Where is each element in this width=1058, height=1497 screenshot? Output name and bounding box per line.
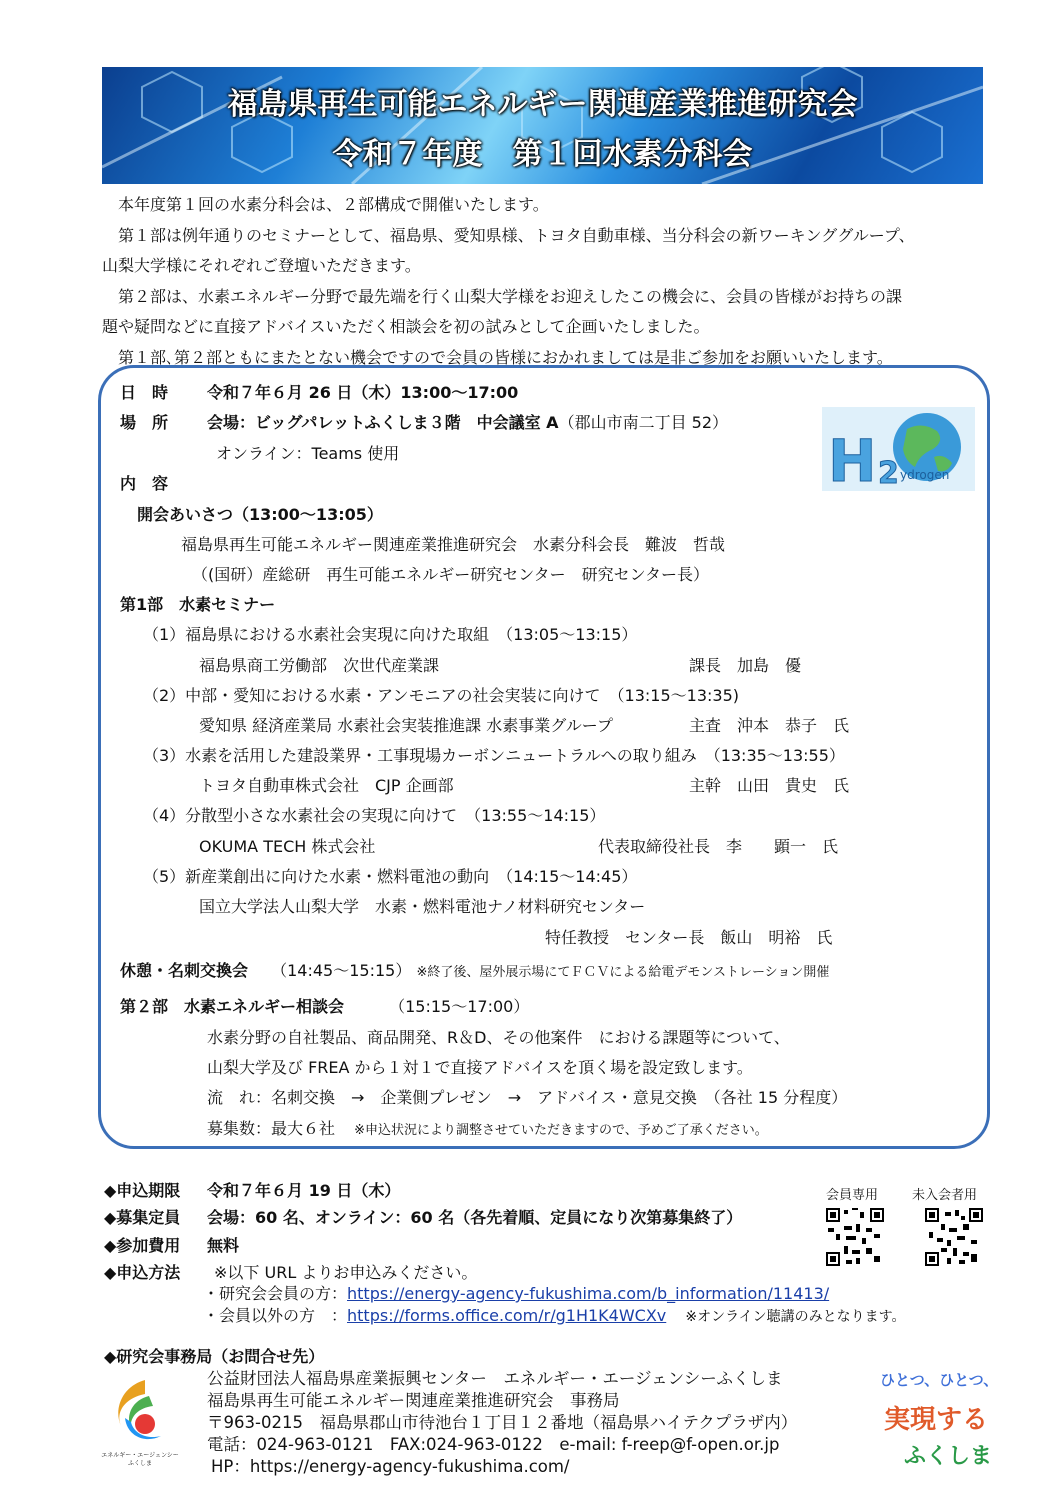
method-label: ◆申込方法 (104, 1263, 181, 1282)
part2-time: （15:15～17:00） (389, 997, 530, 1016)
part2-recruit-line (207, 1119, 768, 1141)
contact-line-3: 〒963-0215 福島県郡山市待池台１丁目１２番地（福島県ハイテクプラザ内） (207, 1413, 798, 1432)
part2-recruit-note: ※申込状況により調整させていただきますので、予めご了承ください。 (354, 1123, 768, 1138)
part1-item-title: （5）新産業創出に向けた水素・燃料電池の動向 （14:15～14:45） (143, 867, 638, 886)
capacity-label: ◆募集定員 (104, 1208, 181, 1227)
place-value: 会場：ビッグパレットふくしま３階 中会議室 A (207, 413, 559, 432)
part1-item-speaker: 特任教授 センター長 飯山 明裕 氏 (545, 928, 833, 947)
nonmember-url-link[interactable]: https://forms.office.com/r/g1H1K4WCXv (347, 1306, 667, 1325)
part1-title: 第1部 水素セミナー (120, 595, 276, 614)
part2-line (120, 997, 529, 1017)
part2-recruit: 募集数：最大６社 (207, 1119, 336, 1138)
slogan-line-3: ふくしま (904, 1444, 993, 1469)
part1-item-title: （4）分散型小さな水素社会の実現に向けて （13:55～14:15） (143, 806, 606, 825)
part1-item-org: トヨタ自動車株式会社 CJP 企画部 (199, 776, 454, 795)
part1-item-org: 福島県商工労働部 次世代産業課 (199, 656, 440, 675)
member-url-link[interactable]: https://energy-agency-fukushima.com/b_information/11413/ (347, 1284, 830, 1303)
content-label: 内 容 (120, 474, 169, 493)
hydrogen-logo-image (822, 407, 975, 491)
online-info: オンライン：Teams 使用 (216, 444, 400, 463)
opening-title: 開会あいさつ（13:00～13:05） (137, 505, 383, 524)
intro-line: 第２部は、水素エネルギー分野で最先端を行く山梨大学様をお迎えしたこの機会に、会員の皆様がお持ちの課 (118, 286, 903, 306)
opening-affiliation: （(国研）産総研 再生可能エネルギー研究センター 研究センター長） (192, 565, 709, 584)
member-url-line (203, 1284, 829, 1304)
place-line (207, 413, 728, 433)
nonmember-url-line (203, 1306, 906, 1327)
banner-title-2: 令和７年度 第１回水素分科会 (332, 137, 753, 172)
header-banner (102, 67, 983, 184)
contact-line-1: 公益財団法人福島県産業振興センター エネルギー・エージェンシーふくしま (207, 1369, 783, 1388)
svg-text:2: 2 (878, 456, 899, 491)
place-label: 場 所 (120, 413, 169, 432)
svg-text:H: H (828, 427, 877, 491)
intro-line: 題や疑問などに直接アドバイスいただく相談会を初の試みとして企画いたしました。 (102, 317, 710, 336)
slogan-line-2: 実現する (884, 1405, 989, 1435)
nonmember-label: ・会員以外の方 ： (203, 1306, 348, 1325)
break-title: 休憩・名刺交換会 (120, 961, 249, 980)
intro-line: 山梨大学様にそれぞれご登壇いただきます。 (102, 256, 421, 275)
opening-speaker: 福島県再生可能エネルギー関連産業推進研究会 水素分科会長 難波 哲哉 (181, 535, 726, 554)
part1-item-title: （2）中部・愛知における水素・アンモニアの社会実装に向けて （13:15～13:35) (143, 686, 740, 705)
hydrogen-globe-icon (822, 407, 975, 491)
part2-flow: 流 れ：名刺交換 → 企業側プレゼン → アドバイス・意見交換 （各社 15 分程度） (207, 1088, 848, 1107)
intro-line: 本年度第１回の水素分科会は、２部構成で開催いたします。 (118, 195, 549, 214)
part1-item-speaker: 主査 沖本 恭子 氏 (689, 716, 850, 735)
qr-code-member-icon[interactable] (826, 1208, 884, 1266)
deadline-label: ◆申込期限 (104, 1181, 181, 1200)
deadline-value: 令和７年６月 19 日（木） (207, 1181, 401, 1200)
break-line (120, 961, 829, 983)
part1-item-org: OKUMA TECH 株式会社 (199, 837, 376, 856)
intro-line: 第１部､第２部ともにまたとない機会ですので会員の皆様におかれましては是非ご参加をお願いいたします。 (118, 347, 893, 367)
intro-line: 第１部は例年通りのセミナーとして、福島県、愛知県様、トヨタ自動車様、当分科会の新ワーキンググループ、 (118, 225, 915, 245)
qr-nonmember-label: 未入会者用 (912, 1188, 978, 1203)
part1-item-speaker: 主幹 山田 貴史 氏 (689, 776, 850, 795)
contact-line-4: 電話：024-963-0121 FAX:024-963-0122 e-mail: f-reep@f-open.or.jp (207, 1435, 780, 1454)
part1-item-title: （3）水素を活用した建設業界・工事現場カーボンニュートラルへの取り組み （13:35～13:55） (143, 746, 845, 765)
contact-line-2: 福島県再生可能エネルギー関連産業推進研究会 事務局 (207, 1391, 620, 1410)
method-value: ※以下 URL よりお申込みください。 (214, 1263, 478, 1282)
fee-label: ◆参加費用 (104, 1236, 181, 1255)
banner-title-1: 福島県再生可能エネルギー関連産業推進研究会 (227, 87, 858, 122)
member-label: ・研究会会員の方： (203, 1284, 348, 1303)
fukushima-slogan-logo (880, 1365, 998, 1471)
energy-agency-logo (101, 1378, 179, 1478)
fee-value: 無料 (207, 1236, 240, 1255)
break-time: （14:45～15:15） (271, 961, 412, 980)
break-note: ※終了後、屋外展示場にてＦＣＶによる給電デモンストレーション開催 (416, 965, 830, 980)
part1-item-speaker: 代表取締役社長 李 顕一 氏 (598, 837, 839, 856)
datetime-value: 令和７年６月 26 日（木）13:00～17:00 (207, 383, 519, 402)
part2-title: 第２部 水素エネルギー相談会 (120, 997, 345, 1016)
slogan-line-1: ひとつ、ひとつ、 (880, 1371, 999, 1389)
contact-title: ◆研究会事務局（お問合せ先） (104, 1347, 325, 1366)
capacity-value: 会場：60 名、オンライン：60 名（各先着順、定員になり次第募集終了） (207, 1208, 743, 1227)
part1-item-title: （1）福島県における水素社会実現に向けた取組 （13:05～13:15） (143, 625, 638, 644)
qr-code-nonmember-icon[interactable] (925, 1208, 983, 1266)
intro-text (102, 190, 988, 373)
energy-agency-logo-caption: エネルギー・エージェンシー ふくしま (101, 1452, 179, 1467)
datetime-label: 日 時 (120, 383, 169, 402)
part1-item-org: 愛知県 経済産業局 水素社会実装推進課 水素事業グループ (199, 716, 613, 735)
nonmember-note: ※オンライン聴講のみとなります。 (685, 1309, 906, 1325)
qr-member-label: 会員専用 (826, 1188, 879, 1203)
part1-item-speaker: 課長 加島 優 (689, 656, 802, 675)
contact-line-5: HP：https://energy-agency-fukushima.com/ (211, 1457, 570, 1476)
part1-item-org: 国立大学法人山梨大学 水素・燃料電池ナノ材料研究センター (199, 897, 646, 916)
place-address: （郡山市南二丁目 52） (558, 413, 729, 432)
part2-desc-1: 水素分野の自社製品、商品開発、R＆D、その他案件 における課題等について、 (207, 1028, 790, 1047)
svg-text:ydrogen: ydrogen (900, 468, 950, 482)
part2-desc-2: 山梨大学及び FREA から１対１で直接アドバイスを頂く場を設定致します。 (207, 1058, 753, 1077)
energy-agency-logo-icon (105, 1378, 175, 1448)
